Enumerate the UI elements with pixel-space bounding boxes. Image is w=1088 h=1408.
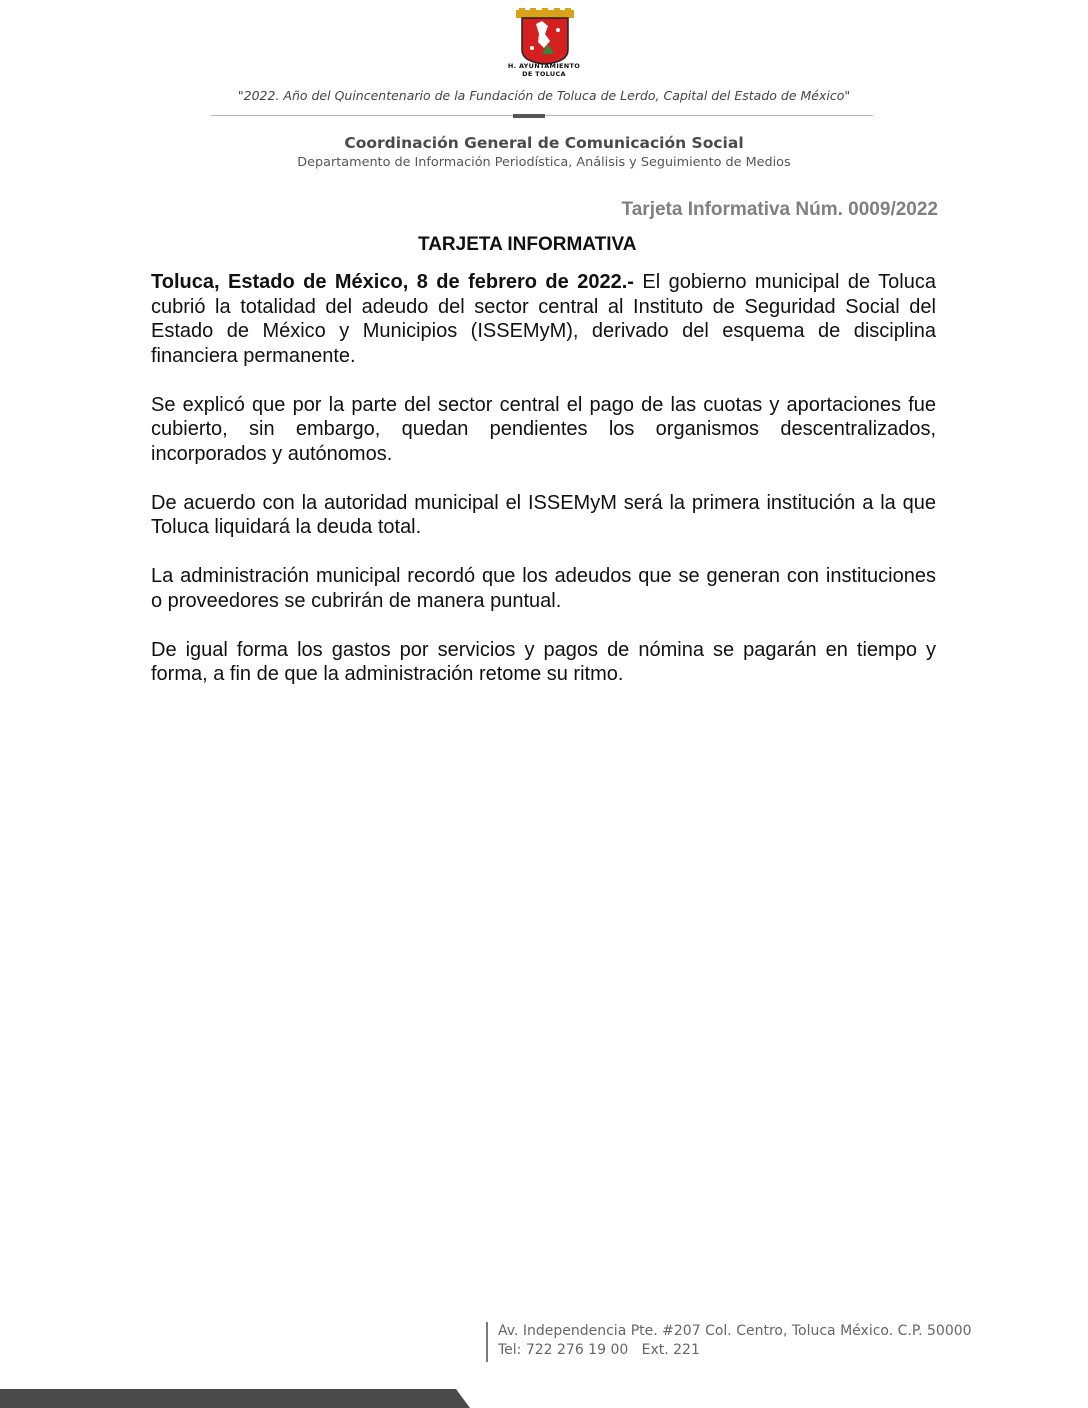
card-title: TARJETA INFORMATIVA <box>418 234 637 255</box>
paragraph-2: Se explicó que por la parte del sector central el pago de las cuotas y aportaciones fue cubierto, sin embargo, quedan pendientes los organismos descentralizados, incorporados y autónomos. <box>151 393 936 465</box>
department-subtitle: Departamento de Información Periodística, Análisis y Seguimiento de Medios <box>297 155 791 170</box>
paragraph-4: La administración municipal recordó que los adeudos que se generan con instituciones o proveedores se cubrirán de manera puntual. <box>151 565 936 612</box>
coordination-title: Coordinación General de Comunicación Social <box>344 134 744 152</box>
paragraph-1-text: El gobierno municipal de Toluca cubrió la totalidad del adeudo del sector central al Instituto de Seguridad Social del Estado de México y Municipios (ISSEMyM), derivado del esquema de disciplina financiera permanente. <box>151 271 936 367</box>
footer-address: Av. Independencia Pte. #207 Col. Centro, Toluca México. C.P. 50000 <box>498 1323 972 1339</box>
footer-extension: Ext. 221 <box>641 1342 700 1358</box>
paragraph-5: De igual forma los gastos por servicios y pagos de nómina se pagarán en tiempo y forma, a fin de que la administración retome su ritmo. <box>151 638 936 685</box>
dateline: Toluca, Estado de México, 8 de febrero de 2022.- <box>151 271 634 293</box>
seal-caption-line1: H. AYUNTAMIENTO <box>507 62 581 70</box>
year-motto: "2022. Año del Quincentenario de la Fundación de Toluca de Lerdo, Capital del Estado de México" <box>237 88 851 103</box>
footer-phone: Tel: 722 276 19 00 <box>498 1342 629 1358</box>
seal-caption-line2: DE TOLUCA <box>522 70 566 78</box>
card-number: Tarjeta Informativa Núm. 0009/2022 <box>621 199 938 220</box>
paragraph-3: De acuerdo con la autoridad municipal el ISSEMyM será la primera institución a la que Toluca liquidará la deuda total. <box>151 491 936 538</box>
